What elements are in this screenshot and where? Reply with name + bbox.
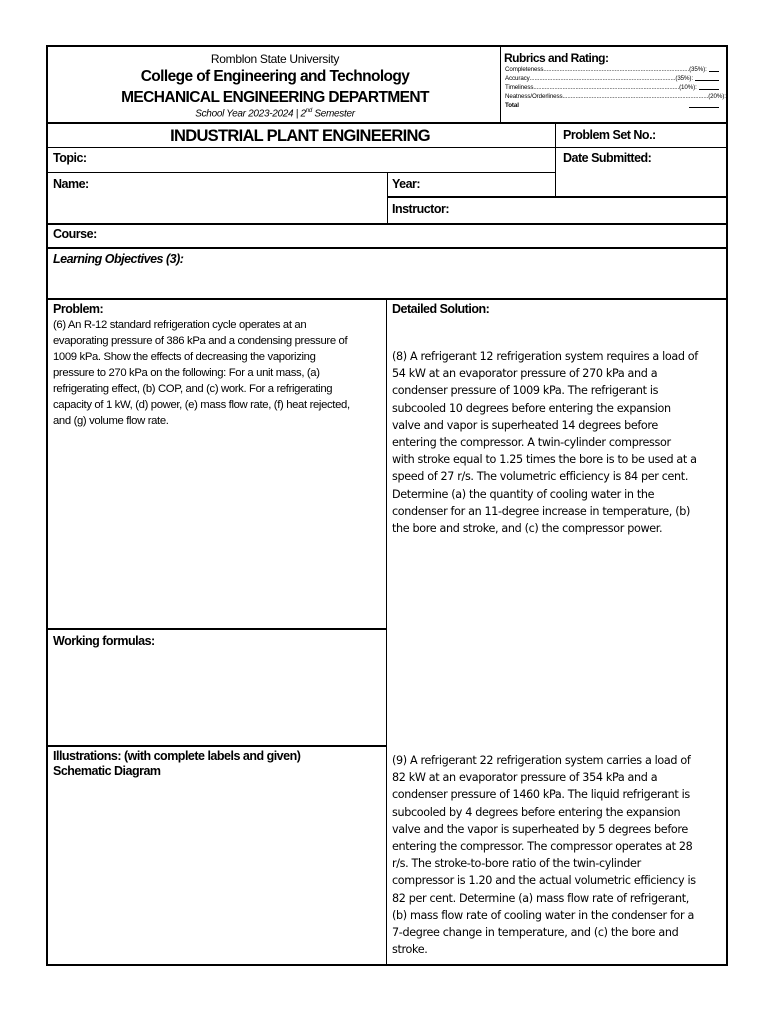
- year-bottom-line: [387, 196, 727, 198]
- main-column-divider: [386, 299, 387, 965]
- rubric-name: Timeliness: [505, 84, 534, 91]
- course-title: INDUSTRIAL PLANT ENGINEERING: [170, 127, 430, 145]
- instructor-label[interactable]: Instructor:: [392, 202, 449, 216]
- rubric-total-row: [505, 101, 719, 110]
- rubric-score-blank[interactable]: [699, 83, 719, 90]
- problem-label: Problem:: [53, 302, 104, 316]
- rubric-score-blank[interactable]: [695, 74, 719, 81]
- solution-line: compressor is 1.20 and the actual volumetric efficiency is: [392, 874, 696, 888]
- objectives-bottom-line: [47, 298, 727, 300]
- semester-superscript: nd: [305, 108, 312, 114]
- name-bottom-line: [47, 223, 727, 225]
- rubric-name: Neatness/Orderliness: [505, 93, 563, 100]
- rubric-total-blank[interactable]: [689, 101, 719, 108]
- schematic-diagram-label: Schematic Diagram: [53, 764, 161, 778]
- header-divider: [500, 46, 501, 123]
- solution-line: speed of 27 r/s. The volumetric efficiency is 84 per cent.: [392, 470, 689, 484]
- school-year: [50, 108, 500, 119]
- department-name: MECHANICAL ENGINEERING DEPARTMENT: [121, 89, 429, 106]
- solution-line: the bore and stroke, and (c) the compressor power.: [392, 522, 663, 536]
- rubric-score-blank[interactable]: [709, 65, 719, 72]
- rubric-name: Accuracy: [505, 75, 530, 82]
- detailed-solution-label: Detailed Solution:: [392, 302, 490, 316]
- problem-line: 1009 kPa. Show the effects of decreasing the vaporizing: [53, 351, 316, 363]
- solution-line: subcooled 10 degrees before entering the expansion: [392, 401, 671, 415]
- formulas-bottom-line: [47, 745, 387, 747]
- name-year-divider: [387, 172, 388, 225]
- solution-problem-9: [392, 752, 726, 958]
- learning-objectives-label[interactable]: Learning Objectives (3):: [53, 252, 184, 266]
- topic-label[interactable]: Topic:: [53, 151, 87, 165]
- solution-line: stroke.: [392, 943, 428, 957]
- problem-line: (6) An R-12 standard refrigeration cycle operates at an: [53, 319, 307, 331]
- rubric-row: [505, 92, 726, 101]
- rubric-leader-dots: ..........................................................................................: [543, 66, 690, 73]
- solution-line: valve and the vapor is superheated by 5 degrees before: [392, 822, 688, 836]
- rubric-percent: (35%):: [689, 66, 707, 73]
- college-name: College of Engineering and Technology: [140, 68, 410, 85]
- course-label[interactable]: Course:: [53, 227, 97, 241]
- rubric-percent: (35%):: [675, 75, 693, 82]
- university-name: Romblon State University: [210, 52, 340, 66]
- rubric-row: [505, 83, 719, 92]
- solution-line: (8) A refrigerant 12 refrigeration system requires a load of: [392, 350, 698, 363]
- rubric-leader-dots: ..........................................................................................: [562, 93, 709, 100]
- solution-line: (9) A refrigerant 22 refrigeration system carries a load of: [392, 754, 691, 767]
- semester-text: Semester: [311, 108, 355, 120]
- rubric-leader-dots: ..........................................................................................: [529, 75, 676, 82]
- school-year-text: School Year 2023-2024 | 2: [195, 108, 306, 120]
- rubric-percent: (10%):: [679, 84, 697, 91]
- solution-line: entering the compressor. A twin-cylinder compressor: [392, 436, 671, 450]
- solution-line: Determine (a) the quantity of cooling water in the: [392, 487, 655, 501]
- problem-set-label[interactable]: Problem Set No.:: [563, 128, 656, 142]
- rubric-total-label: Total: [505, 102, 519, 109]
- solution-line: 82 per cent. Determine (a) mass flow rate of refrigerant,: [392, 891, 689, 905]
- rubric-row: [505, 65, 719, 74]
- problem-bottom-line: [47, 628, 387, 630]
- working-formulas-label: Working formulas:: [53, 634, 155, 648]
- problem-text: [53, 317, 385, 429]
- rubric-leader-dots: ..........................................................................................: [533, 84, 680, 91]
- solution-line: 82 kW at an evaporator pressure of 354 kPa and a: [392, 771, 658, 785]
- name-label[interactable]: Name:: [53, 177, 89, 191]
- solution-problem-8: [392, 348, 726, 537]
- topic-bottom-line: [47, 172, 555, 173]
- rubrics-list: [505, 65, 726, 110]
- header-bottom-line: [47, 122, 727, 124]
- solution-line: 7-degree change in temperature, and (c) the bore and: [392, 926, 679, 940]
- solution-line: (b) mass flow rate of cooling water in the condenser for a: [392, 908, 695, 922]
- solution-line: r/s. The stroke-to-bore ratio of the twin-cylinder: [392, 857, 641, 871]
- problem-line: and (g) volume flow rate.: [53, 415, 169, 427]
- solution-line: with stroke equal to 1.25 times the bore is to be used at a: [392, 453, 697, 467]
- date-submitted-label[interactable]: Date Submitted:: [563, 151, 652, 165]
- problem-line: refrigerating effect, (b) COP, and (c) work. For a refrigerating: [53, 383, 333, 395]
- rubric-name: Completeness: [505, 66, 544, 73]
- solution-line: condenser pressure of 1009 kPa. The refrigerant is: [392, 384, 659, 398]
- title-bottom-line: [47, 147, 727, 148]
- illustrations-label: Illustrations: (with complete labels and given): [53, 749, 301, 763]
- right-column-divider: [555, 123, 556, 196]
- rubric-percent: (20%):: [708, 93, 726, 100]
- solution-line: entering the compressor. The compressor operates at 28: [392, 840, 693, 854]
- course-bottom-line: [47, 247, 727, 249]
- solution-line: condenser for an 11-degree increase in temperature, (b): [392, 504, 690, 518]
- rubrics-title: Rubrics and Rating:: [504, 51, 609, 65]
- problem-line: evaporating pressure of 386 kPa and a condensing pressure of: [53, 335, 348, 347]
- rubric-row: [505, 74, 719, 83]
- problem-line: capacity of 1 kW, (d) power, (e) mass flow rate, (f) heat rejected,: [53, 399, 350, 411]
- solution-line: valve and vapor is superheated 14 degrees before: [392, 418, 658, 432]
- year-label[interactable]: Year:: [392, 177, 421, 191]
- solution-line: 54 kW at an evaporator pressure of 270 kPa and a: [392, 367, 658, 381]
- solution-line: condenser pressure of 1460 kPa. The liquid refrigerant is: [392, 788, 690, 802]
- solution-line: subcooled by 4 degrees before entering the expansion: [392, 805, 681, 819]
- problem-line: pressure to 270 kPa on the following: For a unit mass, (a): [53, 367, 320, 379]
